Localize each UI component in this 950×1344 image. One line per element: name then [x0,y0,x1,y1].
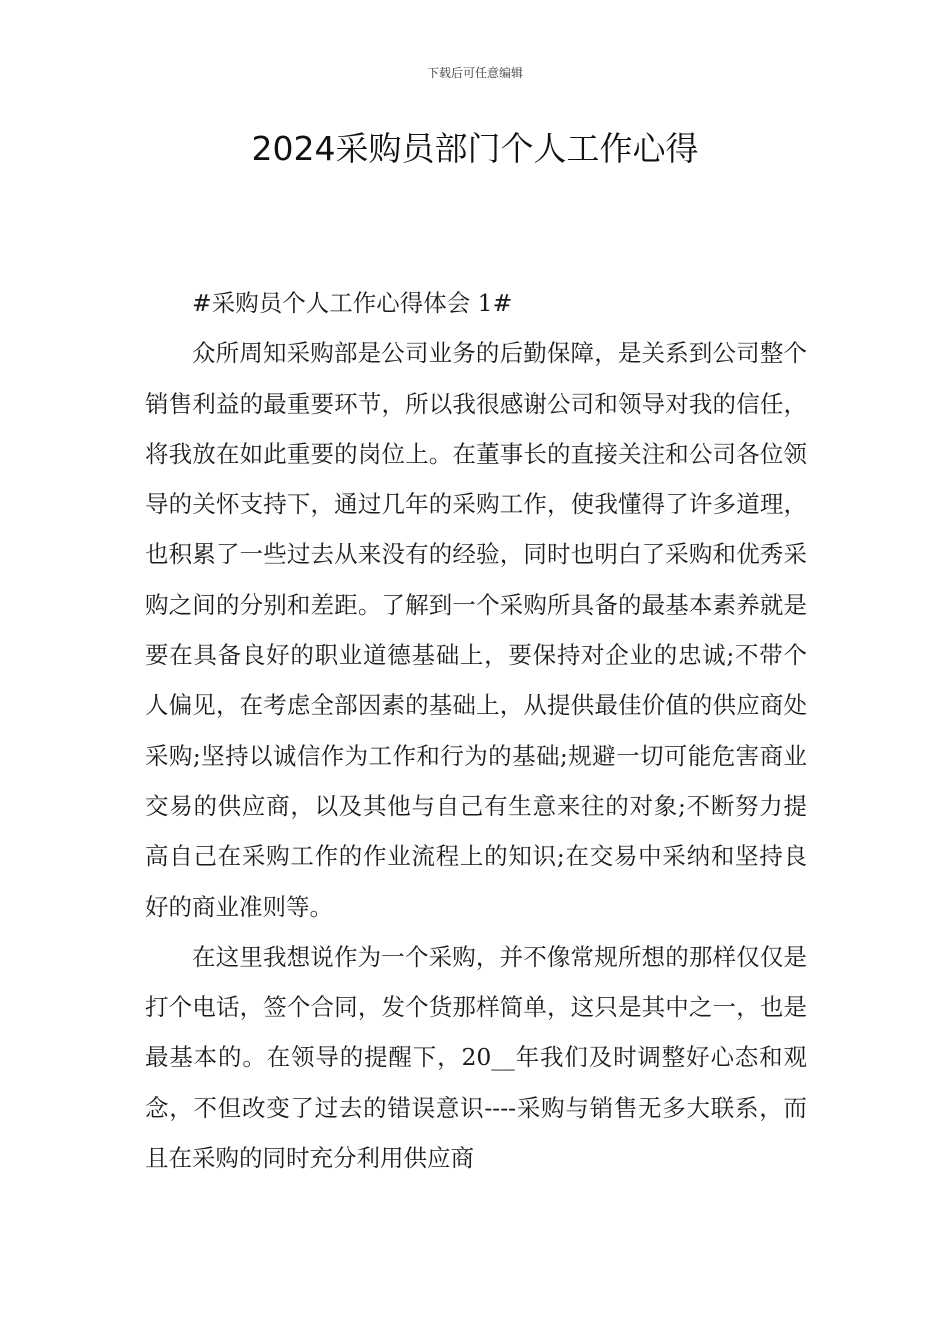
document-title: 2024采购员部门个人工作心得 [251,129,699,168]
header-note: 下载后可任意编辑 [426,66,523,80]
section-heading: #采购员个人工作心得体会 1# [192,289,513,317]
paragraph-1: 众所周知采购部是公司业务的后勤保障，是关系到公司整个销售利益的最重要环节，所以我很感谢公司和领导对我的信任，将我放在如此重要的岗位上。在董事长的直接关注和公司各位领导的关怀支持下，通过几年的采购工作，使我懂得了许多道理，也积累了一些过去从来没有的经验，同时也明白了采购和优秀采购之间的分别和差距。了解到一个采购所具备的最基本素养就是要在具备良好的职业道德基础上，要保持对企业的忠诚;不带个人偏见，在考虑全部因素的基础上，从提供最佳价值的供应商处采购;坚持以诚信作为工作和行为的基础;规避一切可能危害商业交易的供应商，以及其他与自己有生意来往的对象;不断努力提高自己在采购工作的作业流程上的知识;在交易中采纳和坚持良好的商业准则等。 [145,339,807,921]
paragraph-2: 在这里我想说作为一个采购，并不像常规所想的那样仅仅是打个电话，签个合同，发个货那样简单，这只是其中之一，也是最基本的。在领导的提醒下，20__年我们及时调整好心态和观念，不但改变了过去的错误意识----采购与销售无多大联系，而且在采购的同时充分利用供应商 [145,942,807,1173]
document-body [145,278,807,1183]
